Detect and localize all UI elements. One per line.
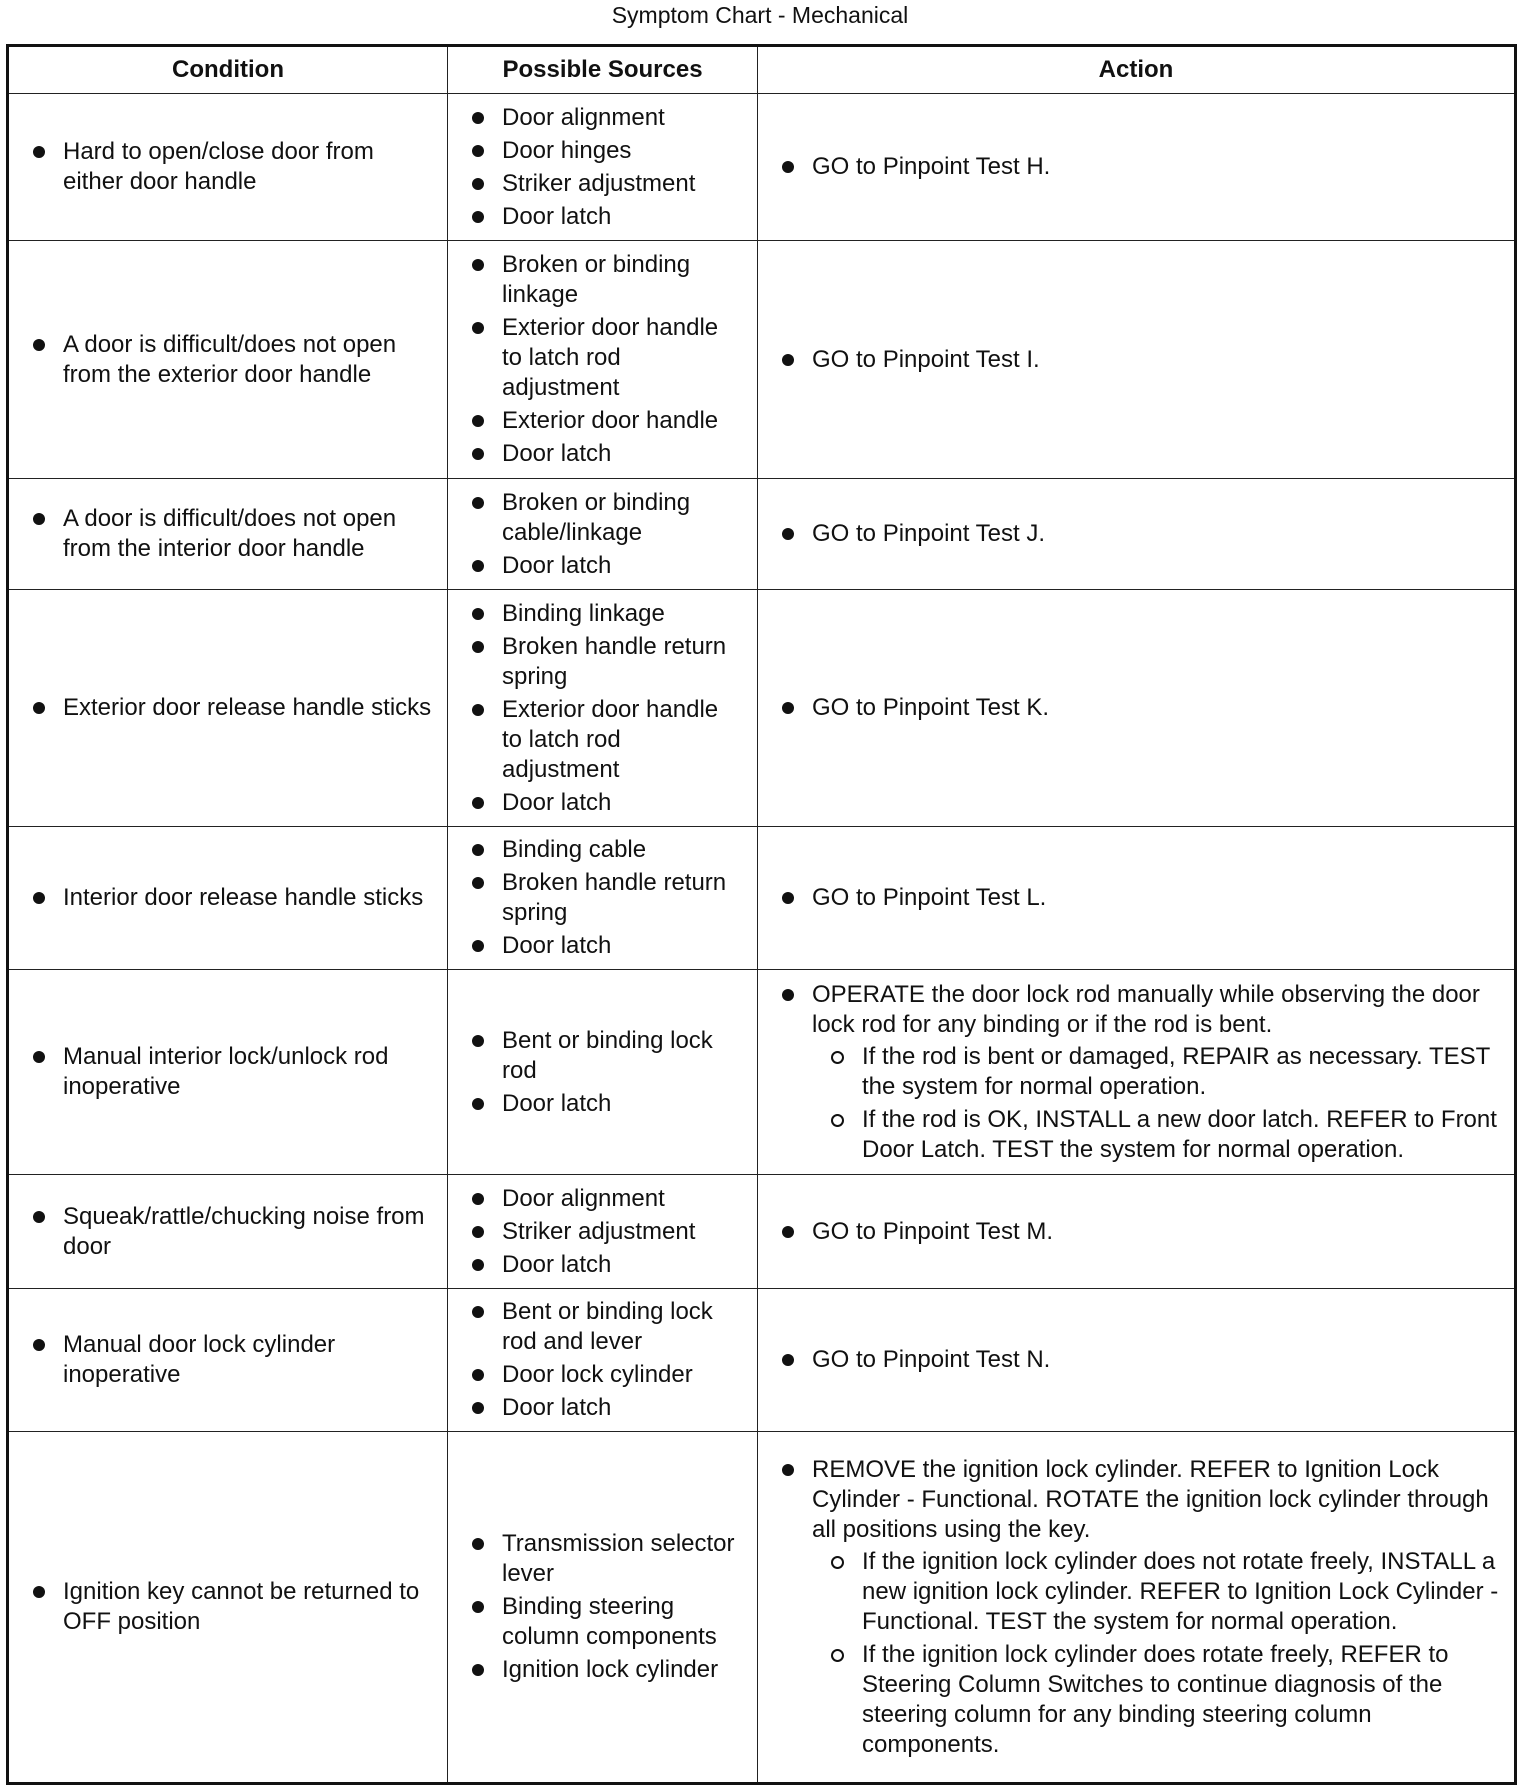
condition-item: Ignition key cannot be returned to OFF position: [31, 1577, 435, 1637]
bullet-icon: [472, 1259, 484, 1271]
table-row: [8, 1175, 1516, 1289]
source-item: Door latch: [470, 1393, 745, 1423]
action-cell: [758, 827, 1516, 970]
action-subitem: If the ignition lock cylinder does rotate freely, REFER to Steering Column Switches to continue diagnosis of the steering column for any binding steering column components.: [812, 1640, 1502, 1760]
bullet-icon: [33, 1339, 45, 1351]
bullet-icon: [472, 797, 484, 809]
condition-cell: [8, 479, 448, 590]
bullet-icon: [472, 560, 484, 572]
source-item: Striker adjustment: [470, 169, 745, 199]
source-item: Exterior door handle: [470, 406, 745, 436]
source-item: Door lock cylinder: [470, 1360, 745, 1390]
action-subitem: If the rod is OK, INSTALL a new door latch. REFER to Front Door Latch. TEST the system for normal operation.: [812, 1105, 1502, 1165]
condition-item: A door is difficult/does not open from the interior door handle: [31, 504, 435, 564]
action-item: GO to Pinpoint Test H.: [780, 152, 1502, 182]
source-item: Broken or binding cable/linkage: [470, 488, 745, 548]
bullet-icon: [472, 844, 484, 856]
source-item: Door latch: [470, 931, 745, 961]
table-header-row: [8, 46, 1516, 94]
bullet-icon: [472, 1601, 484, 1613]
sources-cell: [448, 479, 758, 590]
bullet-icon: [472, 497, 484, 509]
bullet-icon: [472, 1035, 484, 1047]
bullet-icon: [782, 354, 794, 366]
bullet-icon: [782, 161, 794, 173]
bullet-icon: [472, 940, 484, 952]
sources-cell: [448, 241, 758, 479]
bullet-icon: [472, 415, 484, 427]
action-item: GO to Pinpoint Test K.: [780, 693, 1502, 723]
action-subitem: If the ignition lock cylinder does not rotate freely, INSTALL a new ignition lock cylinder. REFER to Ignition Lock Cylinder - Functional. TEST the system for normal operation.: [812, 1547, 1502, 1637]
table-row: [8, 1289, 1516, 1432]
action-item: GO to Pinpoint Test J.: [780, 519, 1502, 549]
sources-cell: [448, 590, 758, 827]
table-row: [8, 827, 1516, 970]
table-row: [8, 479, 1516, 590]
bullet-icon: [472, 145, 484, 157]
bullet-icon: [472, 1226, 484, 1238]
source-item: Exterior door handle to latch rod adjustment: [470, 695, 745, 785]
sources-cell: [448, 1175, 758, 1289]
source-item: Broken handle return spring: [470, 868, 745, 928]
condition-cell: [8, 1289, 448, 1432]
action-cell: [758, 1175, 1516, 1289]
condition-cell: [8, 241, 448, 479]
header-action: Action: [758, 46, 1516, 94]
condition-item: Manual interior lock/unlock rod inoperative: [31, 1042, 435, 1102]
action-cell: [758, 970, 1516, 1175]
bullet-icon: [33, 892, 45, 904]
source-item: Exterior door handle to latch rod adjustment: [470, 313, 745, 403]
bullet-icon: [472, 448, 484, 460]
table-row: [8, 1432, 1516, 1784]
bullet-icon: [33, 339, 45, 351]
action-cell: [758, 241, 1516, 479]
condition-cell: [8, 827, 448, 970]
source-item: Broken handle return spring: [470, 632, 745, 692]
bullet-icon: [472, 112, 484, 124]
action-cell: [758, 590, 1516, 827]
bullet-icon: [782, 989, 794, 1001]
source-item: Door alignment: [470, 1184, 745, 1214]
bullet-icon: [472, 1538, 484, 1550]
sources-cell: [448, 1432, 758, 1784]
sources-cell: [448, 1289, 758, 1432]
bullet-icon: [33, 1051, 45, 1063]
page-title: Symptom Chart - Mechanical: [611, 2, 909, 28]
condition-item: Interior door release handle sticks: [31, 883, 435, 913]
bullet-icon: [472, 1098, 484, 1110]
action-cell: [758, 1289, 1516, 1432]
source-item: Transmission selector lever: [470, 1529, 745, 1589]
sources-cell: [448, 94, 758, 241]
table-row: [8, 94, 1516, 241]
source-item: Door alignment: [470, 103, 745, 133]
source-item: Door latch: [470, 1250, 745, 1280]
bullet-icon: [33, 1586, 45, 1598]
header-condition: Condition: [8, 46, 448, 94]
source-item: Door latch: [470, 1089, 745, 1119]
bullet-icon: [782, 528, 794, 540]
bullet-icon: [782, 892, 794, 904]
hollow-bullet-icon: [831, 1051, 844, 1064]
condition-item: Squeak/rattle/chucking noise from door: [31, 1202, 435, 1262]
header-possible-sources: Possible Sources: [448, 46, 758, 94]
bullet-icon: [472, 322, 484, 334]
action-item: GO to Pinpoint Test N.: [780, 1345, 1502, 1375]
bullet-icon: [472, 1193, 484, 1205]
source-item: Binding cable: [470, 835, 745, 865]
sources-cell: [448, 827, 758, 970]
action-cell: [758, 94, 1516, 241]
action-item: GO to Pinpoint Test I.: [780, 345, 1502, 375]
table-row: [8, 590, 1516, 827]
bullet-icon: [782, 702, 794, 714]
action-item: GO to Pinpoint Test M.: [780, 1217, 1502, 1247]
source-item: Door hinges: [470, 136, 745, 166]
source-item: Bent or binding lock rod and lever: [470, 1297, 745, 1357]
table-row: [8, 970, 1516, 1175]
source-item: Broken or binding linkage: [470, 250, 745, 310]
symptom-chart-table: [6, 44, 1517, 1785]
bullet-icon: [33, 702, 45, 714]
bullet-icon: [472, 608, 484, 620]
bullet-icon: [472, 1664, 484, 1676]
bullet-icon: [782, 1226, 794, 1238]
bullet-icon: [782, 1464, 794, 1476]
bullet-icon: [33, 1211, 45, 1223]
action-cell: [758, 479, 1516, 590]
condition-item: Exterior door release handle sticks: [31, 693, 435, 723]
hollow-bullet-icon: [831, 1556, 844, 1569]
action-subitem: If the rod is bent or damaged, REPAIR as necessary. TEST the system for normal operation.: [812, 1042, 1502, 1102]
bullet-icon: [472, 259, 484, 271]
bullet-icon: [472, 178, 484, 190]
bullet-icon: [472, 1306, 484, 1318]
hollow-bullet-icon: [831, 1649, 844, 1662]
bullet-icon: [472, 704, 484, 716]
condition-cell: [8, 94, 448, 241]
source-item: Door latch: [470, 202, 745, 232]
bullet-icon: [472, 1402, 484, 1414]
source-item: Door latch: [470, 551, 745, 581]
bullet-icon: [472, 641, 484, 653]
action-item: REMOVE the ignition lock cylinder. REFER to Ignition Lock Cylinder - Functional. ROTATE the ignition lock cylinder through all positions using the key. If the ignition lock cylinder does not rotate freely, INSTALL a new ignition lock cylinder. REFER to Ignition Lock Cylinder - Functional. TEST the system for normal operation. If the ignition lock cylinder does rotate freely, REFER to Steering Column Switches to continue diagnosis of the steering column for any binding steering column components.: [780, 1455, 1502, 1760]
condition-cell: [8, 970, 448, 1175]
bullet-icon: [472, 211, 484, 223]
source-item: Ignition lock cylinder: [470, 1655, 745, 1685]
source-item: Binding steering column components: [470, 1592, 745, 1652]
sources-cell: [448, 970, 758, 1175]
bullet-icon: [33, 146, 45, 158]
condition-cell: [8, 1175, 448, 1289]
condition-item: A door is difficult/does not open from the exterior door handle: [31, 330, 435, 390]
source-item: Door latch: [470, 439, 745, 469]
condition-cell: [8, 1432, 448, 1784]
hollow-bullet-icon: [831, 1114, 844, 1127]
action-item: GO to Pinpoint Test L.: [780, 883, 1502, 913]
source-item: Striker adjustment: [470, 1217, 745, 1247]
bullet-icon: [472, 1369, 484, 1381]
bullet-icon: [472, 877, 484, 889]
condition-item: Hard to open/close door from either door handle: [31, 137, 435, 197]
source-item: Binding linkage: [470, 599, 745, 629]
condition-cell: [8, 590, 448, 827]
table-row: [8, 241, 1516, 479]
source-item: Bent or binding lock rod: [470, 1026, 745, 1086]
action-cell: [758, 1432, 1516, 1784]
action-item: OPERATE the door lock rod manually while observing the door lock rod for any binding or if the rod is bent. If the rod is bent or damaged, REPAIR as necessary. TEST the system for normal operation. If the rod is OK, INSTALL a new door latch. REFER to Front Door Latch. TEST the system for normal operation.: [780, 980, 1502, 1165]
condition-item: Manual door lock cylinder inoperative: [31, 1330, 435, 1390]
source-item: Door latch: [470, 788, 745, 818]
bullet-icon: [782, 1354, 794, 1366]
bullet-icon: [33, 513, 45, 525]
